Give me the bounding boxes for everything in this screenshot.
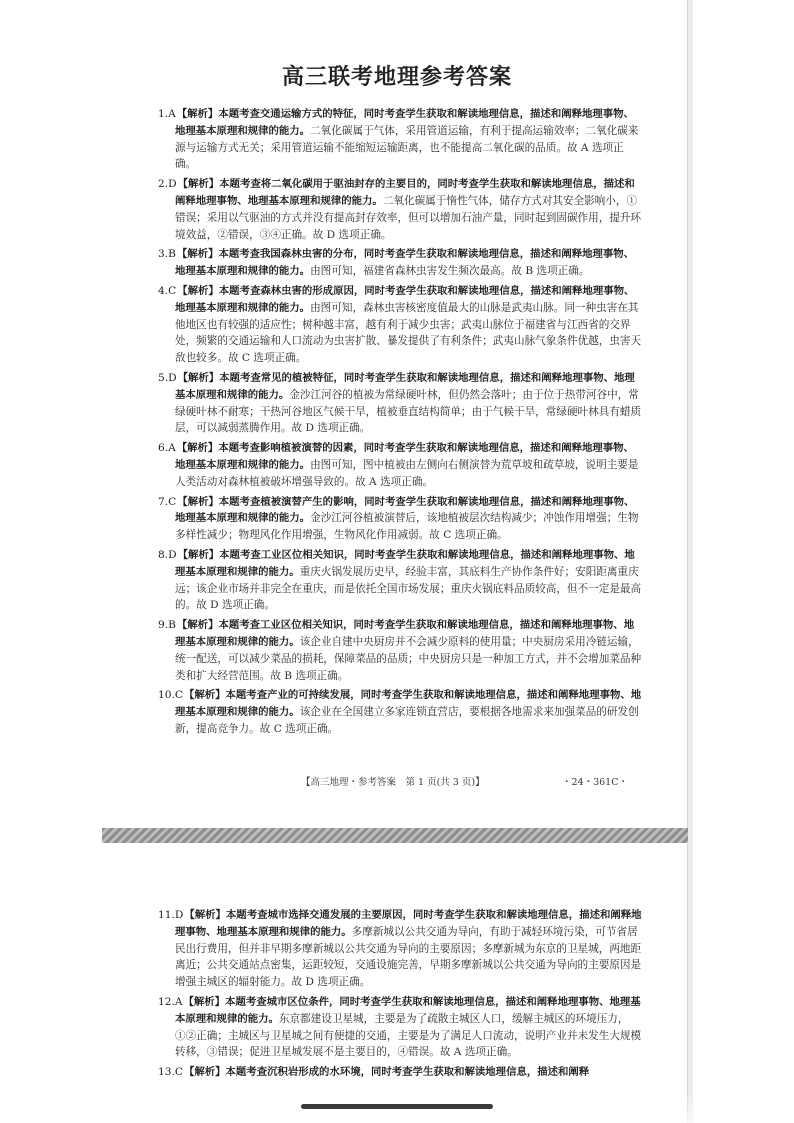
- answer-item: [158, 370, 644, 437]
- answer-lead: 【解析】本题考查森林虫害的形成原因，同时考查学生获取和解读地理信息，描述和阐释地理事物、地理基本原理和规律的能力。: [175, 284, 635, 314]
- answer-choice: A: [174, 995, 183, 1008]
- answer-choice: C: [168, 495, 177, 508]
- answer-number: 2.: [158, 178, 169, 191]
- answer-list-page-1: [158, 106, 644, 741]
- answer-choice: C: [168, 284, 177, 297]
- answer-choice: D: [174, 909, 184, 921]
- page-title: 高三联考地理参考答案: [281, 65, 512, 90]
- answer-item: [158, 246, 644, 280]
- answer-body: 重庆火锅发展历史早，经验丰富，其底料生产协作条件好；安阳距离重庆远；该企业市场并非完全在重庆，而是依托全国市场发展；重庆火锅底料品质较高，但不一定是最高的。故 D 选项正确。: [175, 565, 642, 612]
- answer-item: [158, 907, 644, 991]
- document-page-1: [106, 0, 688, 828]
- page-separator: [102, 828, 692, 843]
- answer-body: 二氧化碳属于气体，采用管道运输，有利于提高运输效率；二氧化碳来源与运输方式无关；采用管道运输不能缩短运输距离，也不能提高二氧化碳的品质。故 A 选项正确。: [175, 124, 639, 171]
- answer-item: [158, 687, 644, 737]
- answer-number: 11.: [158, 909, 175, 921]
- answer-lead: 【解析】本题考查常见的植被特征，同时考查学生获取和解读地理信息，描述和阐释地理事物、地理基本原理和规律的能力。: [175, 371, 635, 401]
- answer-number: 5.: [158, 371, 169, 384]
- answer-body: 金沙江河谷的植被为常绿硬叶林，但仍然会落叶；由于位于热带河谷中，常绿硬叶林不耐寒；干热河谷地区气候干旱，植被垂直结构简单；由于气候干旱，常绿硬叶林具有蜡质层，可以减弱蒸腾作用。故 D 选项正确。: [175, 388, 642, 435]
- answer-body: 由图可知，森林虫害核密度值最大的山脉是武夷山脉。同一种虫害在其他地区也有较强的适应性；树种越丰富，越有利于减少虫害；武夷山脉位于福建省与江西省的交界处，频繁的交通运输和人口流动为虫害扩散、暴发提供了有利条件；武夷山脉气象条件优越，虫害天敌也较多。故 C 选项正确。: [175, 301, 642, 365]
- answer-item: [158, 617, 644, 684]
- answer-item: [158, 994, 644, 1061]
- answer-item: [158, 547, 644, 614]
- answer-number: 13.: [158, 1066, 175, 1079]
- home-indicator-bar[interactable]: [301, 1104, 493, 1109]
- document-page-2: [106, 843, 688, 1123]
- answer-number: 6.: [158, 442, 169, 455]
- answer-item: [158, 106, 644, 173]
- answer-lead: 【解析】本题考查沉积岩形成的水环境，同时考查学生获取和解读地理信息，描述和阐释: [183, 1066, 590, 1079]
- answer-lead: 【解析】本题考查城市选择交通发展的主要原因，同时考查学生获取和解读地理信息，描述和阐释地理事物、地理基本原理和规律的能力。: [175, 909, 642, 938]
- answer-number: 1.: [158, 108, 169, 120]
- answer-body: 二氧化碳属于惰性气体，储存方式对其安全影响小，①错误；采用以气驱油的方式并没有提高封存效率，但可以增加石油产量，同时起到固碳作用，提升环境效益，②错误，③④正确。故 D 选项正确。: [175, 194, 642, 241]
- answer-body: 该企业自建中央厨房并不会减少原料的使用量；中央厨房采用冷链运输，统一配送，可以减少菜品的损耗，保障菜品的品质；中央厨房只是一种加工方式，并不会增加菜品种类和扩大经营范围。故 B 选项正确。: [175, 635, 642, 682]
- answer-item: [158, 1064, 644, 1081]
- answer-choice: A: [168, 108, 176, 120]
- answer-lead: 【解析】本题考查植被演替产生的影响，同时考查学生获取和解读地理信息，描述和阐释地理事物、地理基本原理和规律的能力。: [175, 495, 635, 525]
- answer-number: 10.: [158, 689, 175, 702]
- answer-item: [158, 494, 644, 544]
- answer-lead: 【解析】本题考查产业的可持续发展，同时考查学生获取和解读地理信息，描述和阐释地理事物、地理基本原理和规律的能力。: [175, 689, 642, 719]
- answer-number: 12.: [158, 995, 175, 1008]
- answer-lead: 【解析】本题考查城市区位条件，同时考查学生获取和解读地理信息，描述和阐释地理事物、地理基本原理和规律的能力。: [175, 995, 641, 1025]
- footer-page-label: 【高三地理・参考答案 第 1 页(共 3 页)】: [301, 777, 485, 788]
- vertical-scrollbar[interactable]: [688, 0, 693, 1123]
- answer-item: [158, 440, 644, 490]
- answer-item: [158, 176, 644, 243]
- answer-choice: B: [168, 619, 176, 632]
- footer-code: ・24・361C・: [562, 777, 628, 788]
- answer-lead: 【解析】本题考查我国森林虫害的分布，同时考查学生获取和解读地理信息，描述和阐释地理事物、地理基本原理和规律的能力。: [175, 248, 635, 278]
- answer-body: 该企业在全国建立多家连锁直营店，要根据各地需求来加强菜品的研发创新，提高竞争力。故 C 选项正确。: [175, 706, 639, 735]
- answer-number: 4.: [158, 284, 169, 297]
- answer-body: 由图可知，福建省森林虫害发生频次最高。故 B 选项正确。: [310, 265, 590, 278]
- answer-number: 3.: [158, 248, 169, 261]
- answer-lead: 【解析】本题考查影响植被演替的因素，同时考查学生获取和解读地理信息，描述和阐释地理事物、地理基本原理和规律的能力。: [175, 442, 634, 471]
- answer-body: 金沙江河谷植被演替后，该地植被层次结构减少；冲蚀作用增强；生物多样性减少；物理风化作用增强，生物风化作用减弱。故 C 选项正确。: [175, 512, 639, 542]
- answer-lead: 【解析】本题考查工业区位相关知识，同时考查学生获取和解读地理信息，描述和阐释地理事物、地理基本原理和规律的能力。: [175, 619, 635, 648]
- answer-lead: 【解析】本题考查工业区位相关知识，同时考查学生获取和解读地理信息，描述和阐释地理事物、地理基本原理和规律的能力。: [175, 548, 635, 578]
- answer-choice: C: [174, 689, 183, 702]
- answer-choice: D: [168, 548, 177, 561]
- answer-number: 9.: [158, 619, 169, 632]
- answer-list-page-2: [158, 907, 644, 1084]
- answer-number: 8.: [158, 548, 169, 561]
- answer-body: 由图可知，图中植被由左侧向右侧演替为荒草坡和疏草坡，说明主要是人类活动对森林植被破坏增强导致的。故 A 选项正确。: [175, 458, 639, 488]
- answer-lead: 【解析】本题考查将二氧化碳用于驱油封存的主要目的，同时考查学生获取和解读地理信息，描述和阐释地理事物、地理基本原理和规律的能力。: [175, 178, 635, 207]
- answer-choice: C: [174, 1066, 183, 1079]
- answer-choice: A: [168, 442, 176, 455]
- answer-choice: D: [168, 371, 177, 384]
- answer-body: 东京都建设卫星城，主要是为了疏散主城区人口，缓解主城区的环境压力，①②正确；主城区与卫星城之间有便捷的交通，主要是为了满足人口流动，说明产业并未发生大规模转移，③错误；促进卫星城发展不是主要目的，④错误。故 A 选项正确。: [175, 1012, 642, 1059]
- answer-body: 多摩新城以公共交通为导向，有助于减轻环境污染，可节省居民出行费用，但并非早期多摩新城以公共交通为导向的主要原因；多摩新城为东京的卫星城，两地距离近；公共交通站点密集，运距较短，交通设施完善，早期多摩新城以公共交通为导向的主要原因是增强主城区的辐射能力。故 D 选项正确。: [175, 925, 642, 989]
- answer-choice: D: [168, 178, 177, 191]
- answer-item: [158, 283, 644, 367]
- answer-number: 7.: [158, 495, 169, 508]
- answer-choice: B: [168, 248, 176, 261]
- answer-lead: 【解析】本题考查交通运输方式的特征，同时考查学生获取和解读地理信息，描述和阐释地理事物、地理基本原理和规律的能力。: [175, 108, 634, 137]
